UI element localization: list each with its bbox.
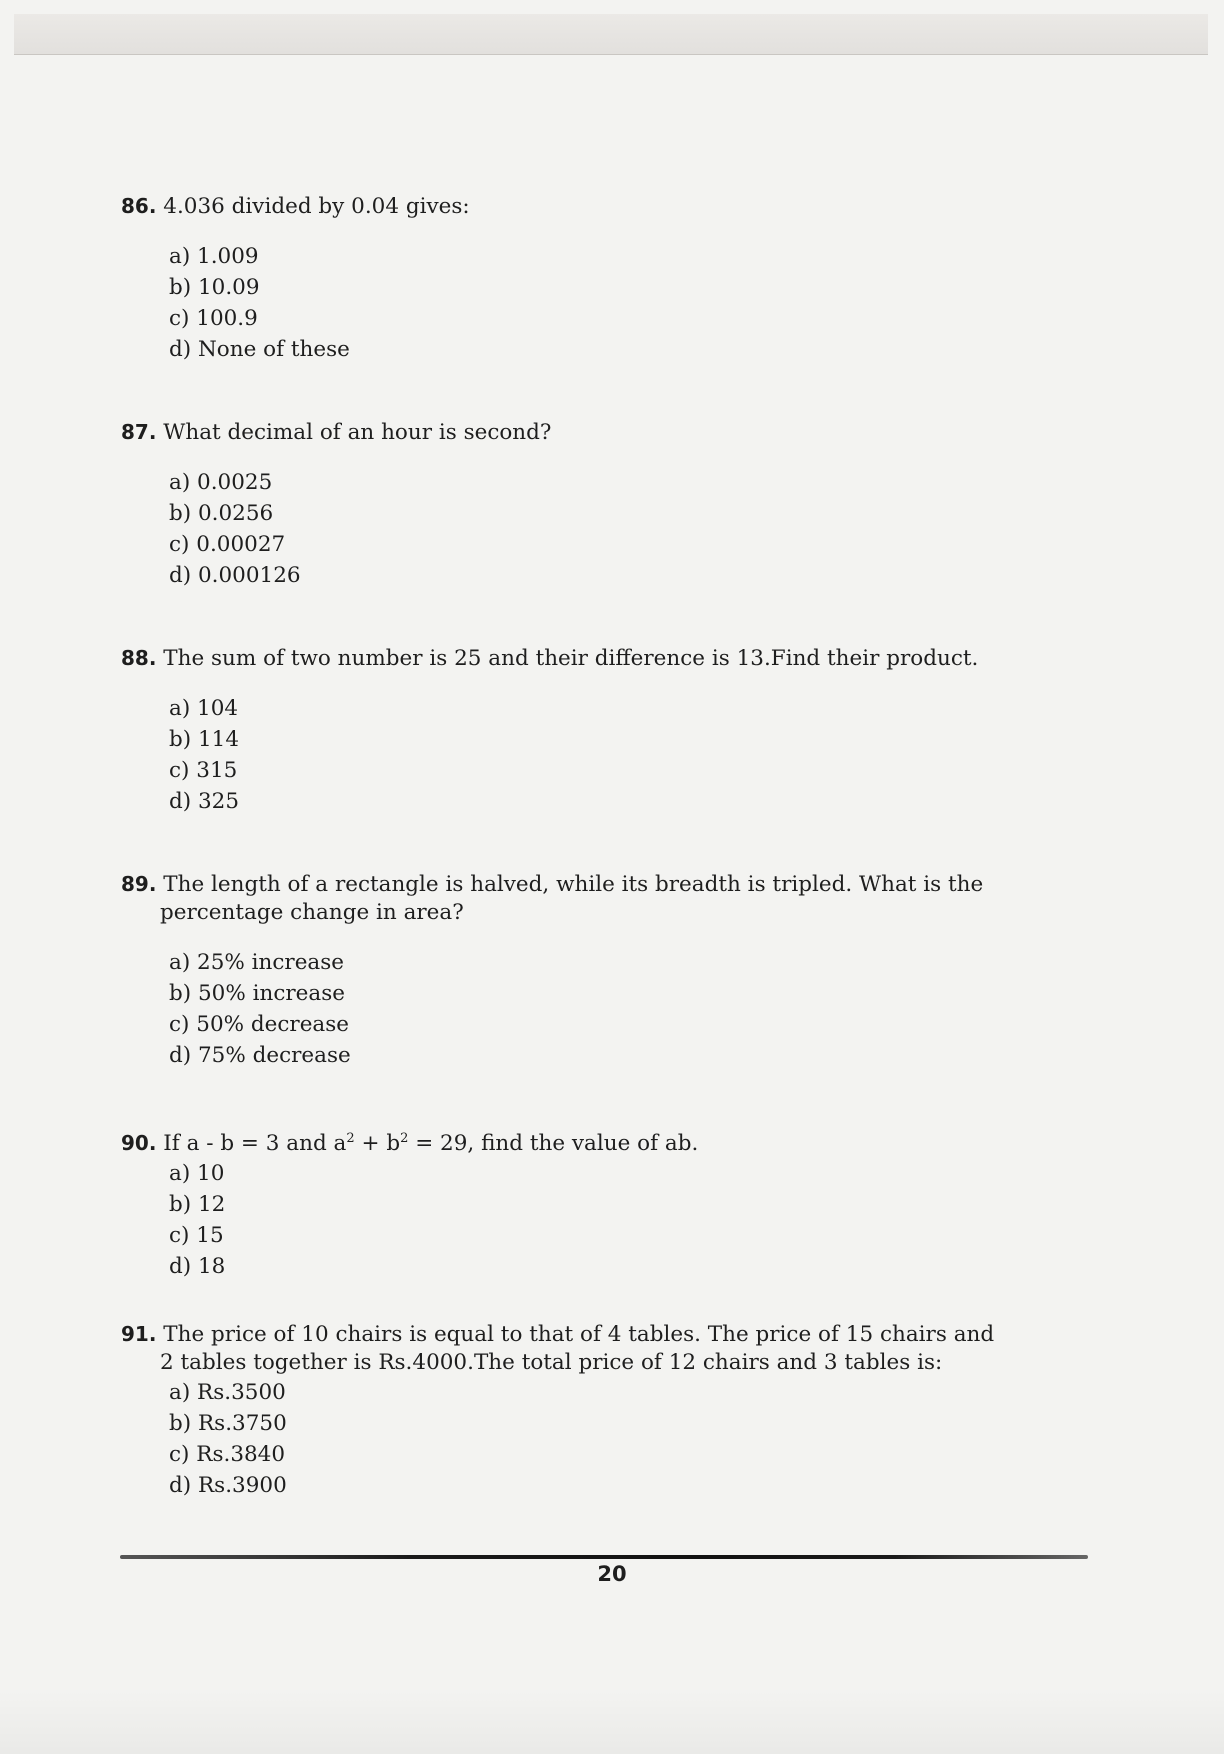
question-text bbox=[121, 870, 1011, 927]
question-89 bbox=[121, 870, 1011, 1071]
option-c: c) 15 bbox=[169, 1223, 224, 1248]
question-stem bbox=[163, 1131, 698, 1156]
stem-part: = 29, find the value of ab. bbox=[408, 1131, 699, 1156]
option-d: d) 0.000126 bbox=[169, 563, 301, 588]
option-c: c) 100.9 bbox=[169, 306, 258, 331]
scan-bottom-shade bbox=[0, 1690, 1224, 1754]
question-number: 90. bbox=[121, 1131, 157, 1155]
option-b: b) 50% increase bbox=[169, 981, 345, 1006]
question-number: 87. bbox=[121, 420, 157, 444]
option-list bbox=[121, 467, 1011, 591]
option-c: c) Rs.3840 bbox=[169, 1442, 286, 1467]
question-stem: 4.036 divided by 0.04 gives: bbox=[163, 194, 470, 219]
question-number: 88. bbox=[121, 646, 157, 670]
stem-part: + b bbox=[354, 1131, 401, 1156]
option-a: a) 25% increase bbox=[169, 950, 345, 975]
stem-part: If a - b = 3 and a bbox=[163, 1131, 347, 1156]
question-stem: The length of a rectangle is halved, while its breadth is tripled. What is the percentage change in area? bbox=[160, 872, 984, 925]
question-text bbox=[121, 1320, 1011, 1377]
question-87 bbox=[121, 418, 1011, 591]
option-b: b) 12 bbox=[169, 1192, 226, 1217]
option-a: a) 104 bbox=[169, 696, 239, 721]
option-a: a) Rs.3500 bbox=[169, 1380, 286, 1405]
option-a: a) 10 bbox=[169, 1161, 225, 1186]
question-stem: The price of 10 chairs is equal to that of 4 tables. The price of 15 chairs and 2 tables together is Rs.4000.The total price of 12 chairs and 3 tables is: bbox=[160, 1322, 995, 1375]
option-b: b) 10.09 bbox=[169, 275, 260, 300]
question-stem: What decimal of an hour is second? bbox=[163, 420, 552, 445]
superscript: 2 bbox=[400, 1130, 409, 1146]
option-c: c) 315 bbox=[169, 758, 238, 783]
option-d: d) 325 bbox=[169, 789, 240, 814]
footer-rule bbox=[120, 1555, 1088, 1559]
option-d: d) Rs.3900 bbox=[169, 1473, 287, 1498]
option-d: d) None of these bbox=[169, 337, 350, 362]
option-list bbox=[121, 1377, 1011, 1501]
option-list bbox=[121, 693, 1011, 817]
option-c: c) 50% decrease bbox=[169, 1012, 349, 1037]
option-list bbox=[121, 947, 1011, 1071]
question-number: 86. bbox=[121, 194, 157, 218]
option-d: d) 18 bbox=[169, 1254, 226, 1279]
scan-top-strip bbox=[14, 14, 1208, 55]
option-b: b) 0.0256 bbox=[169, 501, 274, 526]
page-number: 20 bbox=[597, 1562, 627, 1586]
question-text bbox=[121, 1129, 1011, 1158]
question-90 bbox=[121, 1129, 1011, 1282]
question-stem: The sum of two number is 25 and their difference is 13.Find their product. bbox=[163, 646, 979, 671]
option-b: b) Rs.3750 bbox=[169, 1411, 287, 1436]
option-a: a) 1.009 bbox=[169, 244, 259, 269]
question-88 bbox=[121, 644, 1011, 817]
question-86 bbox=[121, 192, 1011, 365]
question-text bbox=[121, 192, 1011, 221]
question-text bbox=[121, 644, 1011, 673]
question-number: 89. bbox=[121, 872, 157, 896]
question-text bbox=[121, 418, 1011, 447]
option-b: b) 114 bbox=[169, 727, 240, 752]
option-d: d) 75% decrease bbox=[169, 1043, 351, 1068]
question-number: 91. bbox=[121, 1322, 157, 1346]
option-list bbox=[121, 241, 1011, 365]
option-a: a) 0.0025 bbox=[169, 470, 273, 495]
option-c: c) 0.00027 bbox=[169, 532, 286, 557]
question-91 bbox=[121, 1320, 1011, 1501]
option-list bbox=[121, 1158, 1011, 1282]
superscript: 2 bbox=[346, 1130, 355, 1146]
